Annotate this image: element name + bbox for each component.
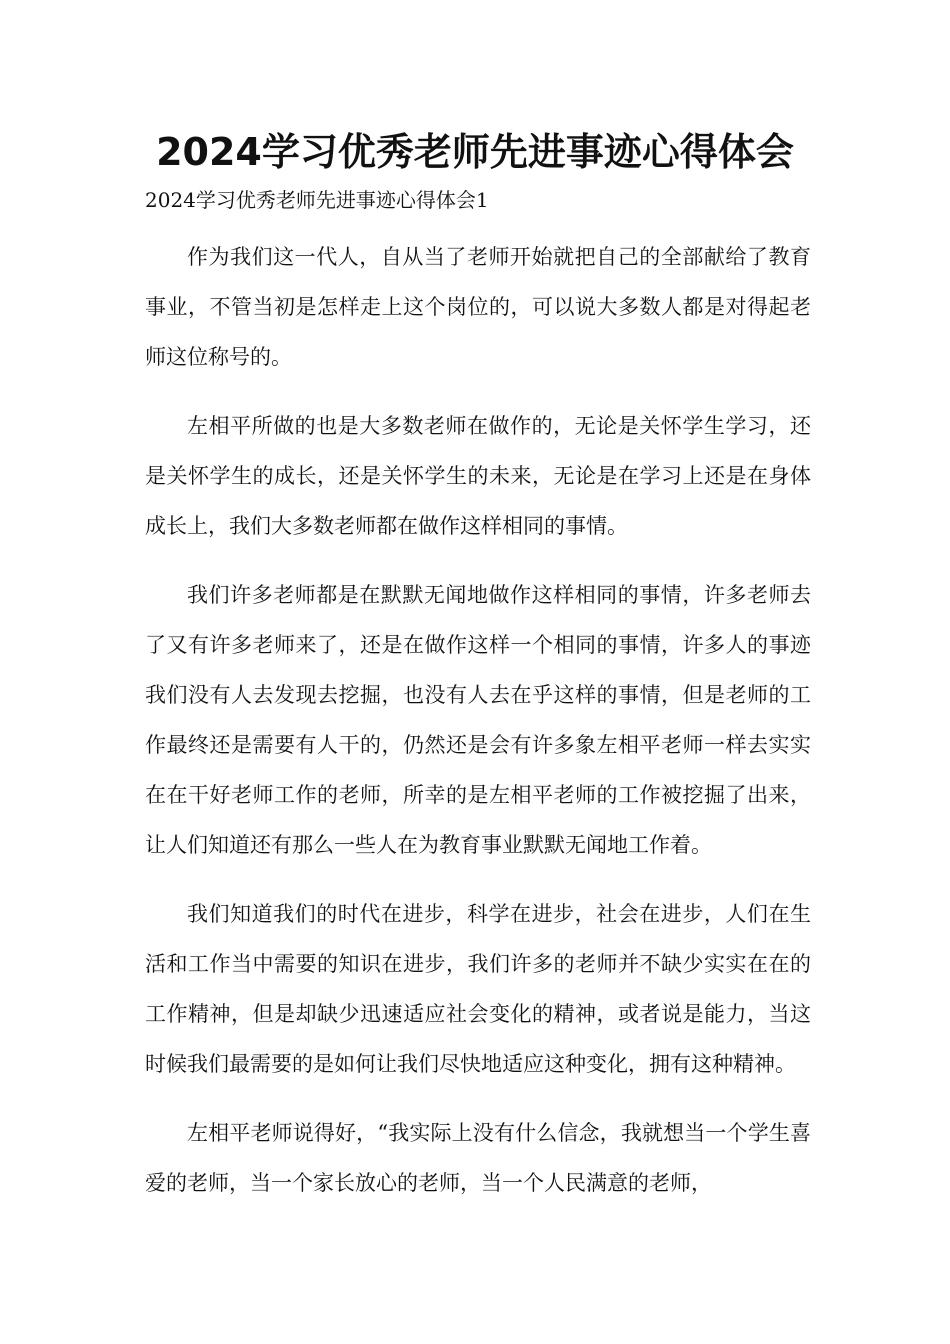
document-title: 2024学习优秀老师先进事迹心得体会 xyxy=(156,130,794,174)
document-body xyxy=(145,232,811,1227)
paragraph-3: 我们许多老师都是在默默无闻地做作这样相同的事情，许多老师去了又有许多老师来了，还是在做作这样一个相同的事情，许多人的事迹我们没有人去发现去挖掘，也没有人去在乎这样的事情，但是老师的工作最终还是需要有人干的，仍然还是会有许多象左相平老师一样去实实在在干好老师工作的老师，所幸的是左相平老师的工作被挖掘了出来，让人们知道还有那么一些人在为教育事业默默无闻地工作着。 xyxy=(145,583,811,857)
paragraph-5: 左相平老师说得好，“我实际上没有什么信念，我就想当一个学生喜爱的老师，当一个家长放心的老师，当一个人民满意的老师， xyxy=(145,1121,811,1195)
paragraph-2: 左相平所做的也是大多数老师在做作的，无论是关怀学生学习，还是关怀学生的成长，还是关怀学生的未来，无论是在学习上还是在身体成长上，我们大多数老师都在做作这样相同的事情。 xyxy=(145,414,811,538)
paragraph-4: 我们知道我们的时代在进步，科学在进步，社会在进步，人们在生活和工作当中需要的知识在进步，我们许多的老师并不缺少实实在在的工作精神，但是却缺少迅速适应社会变化的精神，或者说是能力，当这时候我们最需要的是如何让我们尽快地适应这种变化，拥有这种精神。 xyxy=(145,902,811,1076)
paragraph-1: 作为我们这一代人，自从当了老师开始就把自己的全部献给了教育事业，不管当初是怎样走上这个岗位的，可以说大多数人都是对得起老师这位称号的。 xyxy=(145,245,811,369)
document-subtitle: 2024学习优秀老师先进事迹心得体会1 xyxy=(145,188,489,212)
